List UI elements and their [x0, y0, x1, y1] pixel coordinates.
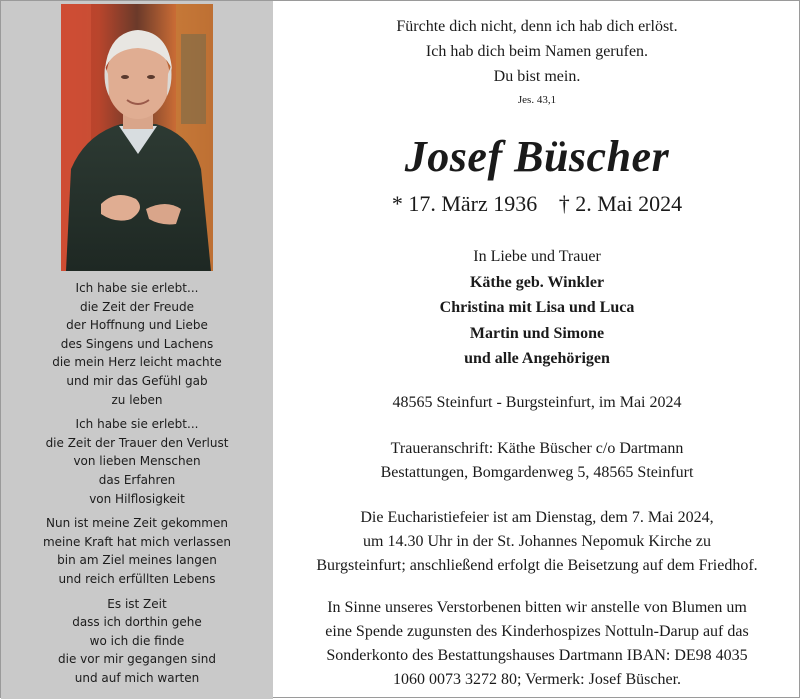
verse-line: Ich hab dich beim Namen gerufen.	[425, 43, 649, 60]
donation-request	[275, 596, 799, 692]
mourner-name: Christina mit Lisa und Luca	[439, 299, 635, 316]
poem-line: zu leben	[111, 392, 163, 407]
mourner-name: Käthe geb. Winkler	[469, 273, 605, 291]
place-and-date: 48565 Steinfurt - Burgsteinfurt, im Mai 2024	[392, 394, 682, 411]
birth-date: * 17. März 1936	[391, 191, 538, 216]
mourners-intro: In Liebe und Trauer	[473, 248, 601, 265]
request-line: 1060 0073 3272 80; Vermerk: Josef Büscher.	[392, 671, 682, 688]
poem-line: und reich erfüllten Lebens	[58, 571, 216, 586]
bible-verse	[275, 14, 799, 89]
request-line: Sonderkonto des Bestattungshauses Dartmann IBAN: DE98 4035	[326, 647, 748, 664]
poem-line: Ich habe sie erlebt...	[75, 281, 199, 295]
sidebar	[1, 1, 273, 699]
service-line: Burgsteinfurt; anschließend erfolgt die Beisetzung auf dem Friedhof.	[316, 557, 758, 574]
service-info	[275, 506, 799, 578]
request-line: In Sinne unseres Verstorbenen bitten wir anstelle von Blumen um	[327, 599, 747, 616]
poem-line: das Erfahren	[98, 472, 176, 487]
mourners	[275, 244, 799, 372]
poem	[1, 279, 273, 693]
poem-line: dass ich dorthin gehe	[72, 615, 202, 630]
poem-line: die Zeit der Freude	[79, 299, 195, 314]
poem-line: die vor mir gegangen sind	[58, 652, 216, 667]
service-line: Die Eucharistiefeier ist am Dienstag, dem 7. Mai 2024,	[360, 509, 714, 526]
poem-line: Es ist Zeit	[107, 596, 167, 611]
poem-stanza	[1, 514, 273, 588]
poem-line: und auf mich warten	[74, 670, 200, 685]
portrait-photo	[61, 4, 213, 271]
mourner-name: Martin und Simone	[469, 324, 605, 342]
deceased-name: Josef Büscher	[404, 132, 670, 181]
poem-line: der Hoffnung und Liebe	[66, 318, 208, 333]
poem-stanza	[1, 595, 273, 688]
request-line: eine Spende zugunsten des Kinderhospizes Nottuln-Darup auf das	[325, 623, 749, 640]
poem-line: die Zeit der Trauer den Verlust	[45, 435, 229, 450]
poem-line: Nun ist meine Zeit gekommen	[45, 516, 228, 531]
poem-line: die mein Herz leicht machte	[52, 355, 222, 370]
mourner-name: und alle Angehörigen	[464, 350, 610, 367]
poem-line: des Singens und Lachens	[60, 336, 214, 351]
poem-line: meine Kraft hat mich verlassen	[42, 534, 231, 549]
poem-line: und mir das Gefühl gab	[66, 373, 208, 388]
poem-stanza	[1, 415, 273, 508]
poem-line: bin am Ziel meines langen	[57, 553, 217, 568]
poem-stanza	[1, 279, 273, 409]
service-line: um 14.30 Uhr in der St. Johannes Nepomuk Kirche zu	[363, 533, 711, 550]
address-line: Traueranschrift: Käthe Büscher c/o Dartmann	[390, 440, 684, 457]
mourning-address	[275, 437, 799, 485]
death-date: † 2. Mai 2024	[558, 191, 683, 216]
poem-line: Ich habe sie erlebt...	[75, 417, 199, 432]
life-dates	[275, 191, 799, 217]
poem-line: von Hilflosigkeit	[89, 491, 185, 506]
poem-line: von lieben Menschen	[73, 454, 201, 469]
verse-line: Du bist mein.	[493, 68, 581, 85]
poem-line: wo ich die finde	[89, 633, 185, 648]
address-line: Bestattungen, Bomgardenweg 5, 48565 Steinfurt	[380, 464, 694, 481]
verse-reference: Jes. 43,1	[517, 94, 557, 106]
verse-line: Fürchte dich nicht, denn ich hab dich erlöst.	[396, 18, 678, 35]
